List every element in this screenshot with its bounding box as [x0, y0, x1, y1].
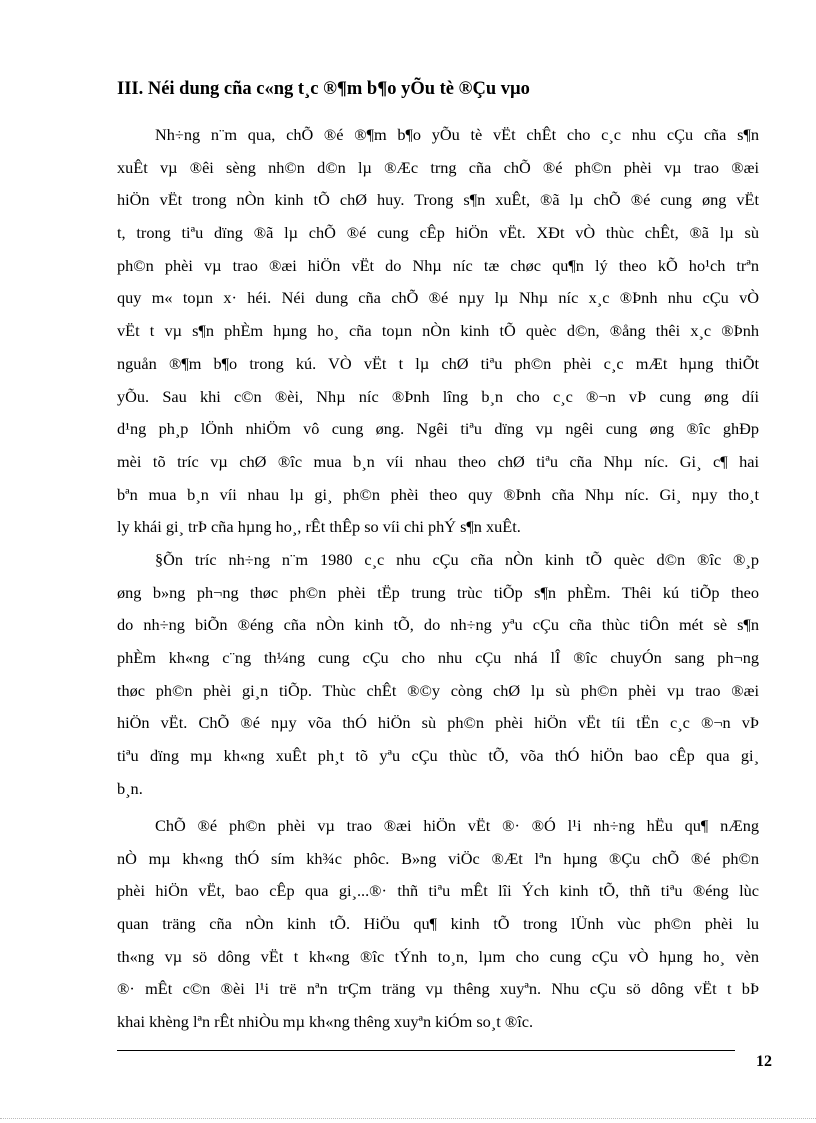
paragraph-line: th«ng vµ sö dông vËt t kh«ng ®îc tÝnh to¸n, lµm cho cung cÇu vÒ hµng ho¸ vèn — [117, 946, 759, 966]
footer-divider — [117, 1050, 735, 1051]
paragraph-1 — [117, 119, 759, 544]
paragraph-line: tiªu dïng mµ kh«ng xuÊt ph¸t tõ yªu cÇu thùc tÕ, võa thÓ hiÖn bao cÊp qua gi¸ — [117, 746, 759, 766]
paragraph-line: bªn mua b¸n víi nhau lµ gi¸ ph©n phèi theo quy ®Þnh cña Nhµ níc. Gi¸ nµy tho¸t — [117, 484, 759, 504]
paragraph-line: yÕu. Sau khi c©n ®èi, Nhµ níc ®Þnh lîng b¸n cho c¸c ®¬n vÞ cung øng díi — [117, 386, 759, 406]
paragraph-line: quan träng cña nÒn kinh tÕ. HiÖu qu¶ kinh tÕ trong lÜnh vùc ph©n phèi lu — [117, 914, 759, 934]
paragraph-line: phÈm kh«ng c¨ng th¼ng cung cÇu cho nhu cÇu nhá lÎ ®îc chuyÓn sang ph¬ng — [117, 648, 759, 668]
paragraph-line: ly khái gi¸ trÞ cña hµng ho¸, rÊt thÊp so víi chi phÝ s¶n xuÊt. — [117, 517, 521, 537]
paragraph-line: b¸n. — [117, 778, 143, 798]
paragraph-line: xuÊt vµ ®êi sèng nh©n d©n lµ ®Æc trng cña chÕ ®é ph©n phèi vµ trao ®æi — [117, 157, 759, 177]
paragraph-line: hiÖn vËt trong nÒn kinh tÕ chØ huy. Trong s¶n xuÊt, ®ã lµ chÕ ®é cung øng vËt — [117, 190, 759, 210]
paragraph-line: §Õn tríc nh÷ng n¨m 1980 c¸c nhu cÇu cña nÒn kinh tÕ quèc d©n ®îc ®¸p — [155, 550, 759, 569]
paragraph-2 — [117, 544, 759, 806]
paragraph-line: thøc ph©n phèi gi¸n tiÕp. Thùc chÊt ®©y còng chØ lµ sù ph©n phèi vµ trao ®æi — [117, 680, 759, 700]
paragraph-line: d¹ng ph¸p lÖnh nhiÖm vô cung øng. Ngêi tiªu dïng vµ ngêi cung øng ®îc ghÐp — [117, 419, 759, 439]
paragraph-line: do nh÷ng biÕn ®éng cña nÒn kinh tÕ, do nh÷ng yªu cÇu cña thùc tiÔn mét sè s¶n — [117, 615, 759, 635]
paragraph-line: quy m« toµn x· héi. Néi dung cña chÕ ®é nµy lµ Nhµ níc x¸c ®Þnh nhu cÇu vÒ — [117, 288, 759, 308]
paragraph-line: nguån ®¶m b¶o trong kú. VÒ vËt t lµ chØ tiªu ph©n phèi c¸c mÆt hµng thiÕt — [117, 353, 759, 373]
page-bottom-edge — [0, 1118, 816, 1119]
paragraph-3 — [117, 810, 759, 1039]
paragraph-line: Nh÷ng n¨m qua, chÕ ®é ®¶m b¶o yÕu tè vËt chÊt cho c¸c nhu cÇu cña s¶n — [155, 125, 759, 144]
paragraph-line: mèi tõ tríc vµ chØ ®îc mua b¸n víi nhau theo chØ tiªu cña Nhµ níc. Gi¸ c¶ hai — [117, 451, 759, 471]
paragraph-line: ChÕ ®é ph©n phèi vµ trao ®æi hiÖn vËt ®· ®Ó l¹i nh÷ng hËu qu¶ nÆng — [155, 816, 759, 835]
page-number: 12 — [756, 1053, 772, 1070]
paragraph-line: hiÖn vËt. ChÕ ®é nµy võa thÓ hiÖn sù ph©n phèi hiÖn vËt tíi tËn c¸c ®¬n vÞ — [117, 713, 759, 733]
section-heading: III. Néi dung cña c«ng t¸c ®¶m b¶o yÕu tè ®Çu vµo — [117, 79, 530, 99]
paragraph-line: t, trong tiªu dïng ®ã lµ chÕ ®é cung cÊp hiÖn vËt. XÐt vÒ thùc chÊt, ®ã lµ sù — [117, 223, 759, 243]
paragraph-line: ph©n phèi vµ trao ®æi hiÖn vËt do Nhµ níc tæ chøc qu¶n lý theo kÕ ho¹ch trªn — [117, 255, 759, 275]
paragraph-line: khai khèng lªn rÊt nhiÒu mµ kh«ng thêng xuyªn kiÓm so¸t ®îc. — [117, 1012, 534, 1032]
paragraph-line: vËt t vµ s¶n phÈm hµng ho¸ cña toµn nÒn kinh tÕ quèc d©n, ®ång thêi x¸c ®Þnh — [117, 321, 759, 341]
paragraph-line: nÒ mµ kh«ng thÓ sím kh¾c phôc. B»ng viÖc ®Æt lªn hµng ®Çu chÕ ®é ph©n — [117, 848, 759, 868]
paragraph-line: phèi hiÖn vËt, bao cÊp qua gi¸...®· thñ tiªu mÊt lîi Ých kinh tÕ, thñ tiªu ®éng lùc — [117, 881, 759, 901]
paragraph-line: ®· mÊt c©n ®èi l¹i trë nªn trÇm träng vµ thêng xuyªn. Nhu cÇu sö dông vËt t bÞ — [117, 979, 759, 999]
paragraph-line: øng b»ng ph¬ng thøc ph©n phèi tËp trung trùc tiÕp s¶n phÈm. Thêi kú tiÕp theo — [117, 582, 759, 602]
